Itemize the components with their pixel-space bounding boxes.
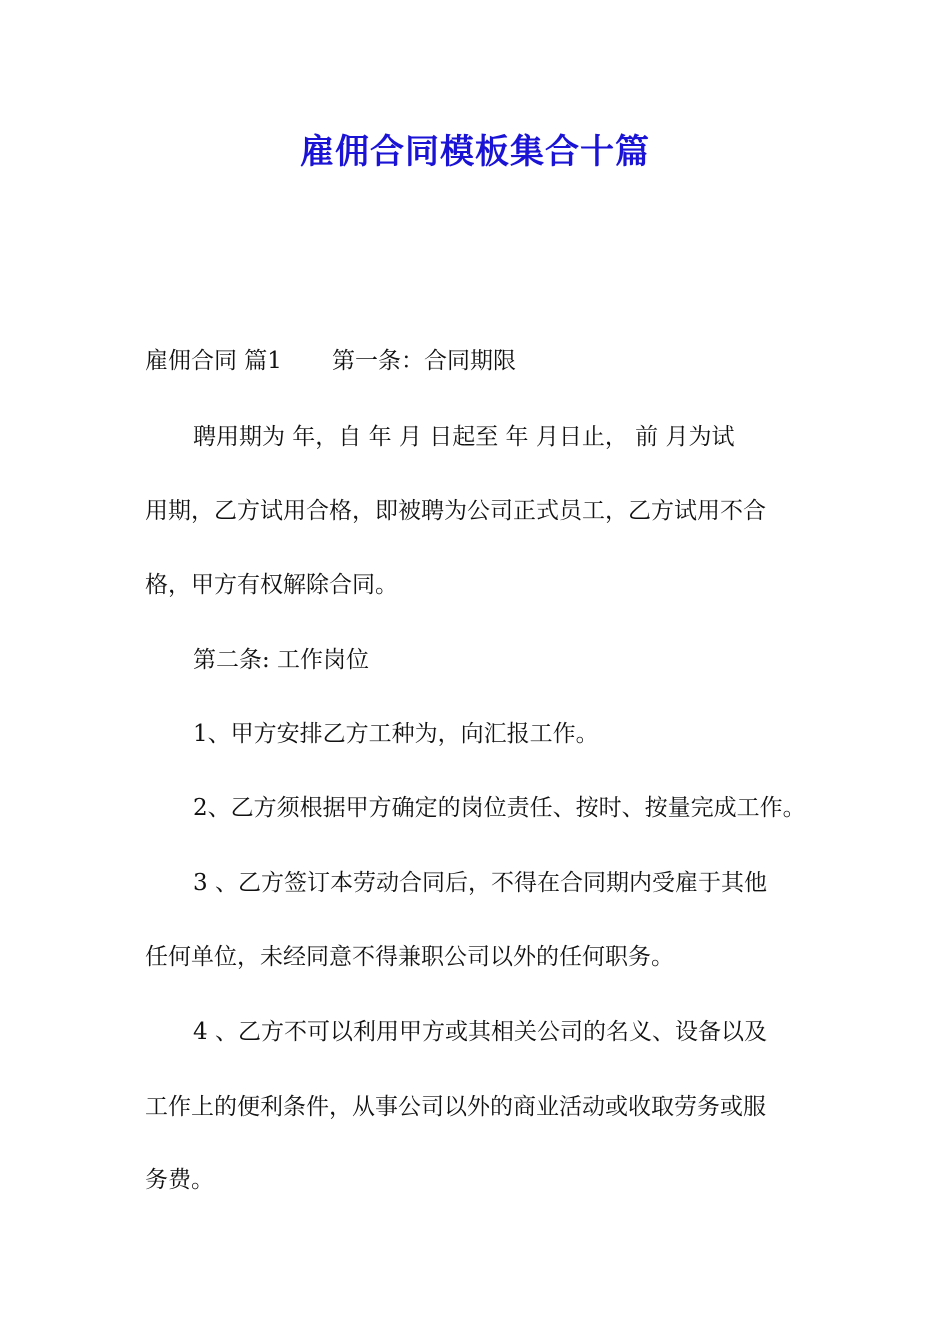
- paragraph-line: 聘用期为 年，自 年 月 日起至 年 月日止， 前 月为试: [193, 424, 735, 450]
- contract-number-label: 雇佣合同 篇1: [145, 348, 282, 374]
- paragraph-line: 3 、乙方签订本劳动合同后，不得在合同期内受雇于其他: [193, 870, 767, 896]
- paragraph-line: 任何单位，未经同意不得兼职公司以外的任何职务。: [145, 944, 674, 970]
- paragraph-line: 务费。: [145, 1167, 214, 1193]
- paragraph-line: 用期，乙方试用合格，即被聘为公司正式员工，乙方试用不合: [145, 498, 766, 524]
- section-heading-line: [145, 344, 815, 378]
- paragraph-line: 1、甲方安排乙方工种为，向汇报工作。: [193, 721, 599, 747]
- paragraph-line: 4 、乙方不可以利用甲方或其相关公司的名义、设备以及: [193, 1019, 767, 1045]
- article-heading: 第二条: 工作岗位: [193, 647, 370, 673]
- paragraph-line: 2、乙方须根据甲方确定的岗位责任、按时、按量完成工作。: [193, 795, 806, 821]
- document-title: 雇佣合同模板集合十篇: [300, 132, 650, 172]
- article-heading: 第一条：合同期限: [331, 348, 516, 374]
- paragraph-line: 格，甲方有权解除合同。: [145, 572, 398, 598]
- paragraph-line: 工作上的便利条件，从事公司以外的商业活动或收取劳务或服: [145, 1094, 766, 1120]
